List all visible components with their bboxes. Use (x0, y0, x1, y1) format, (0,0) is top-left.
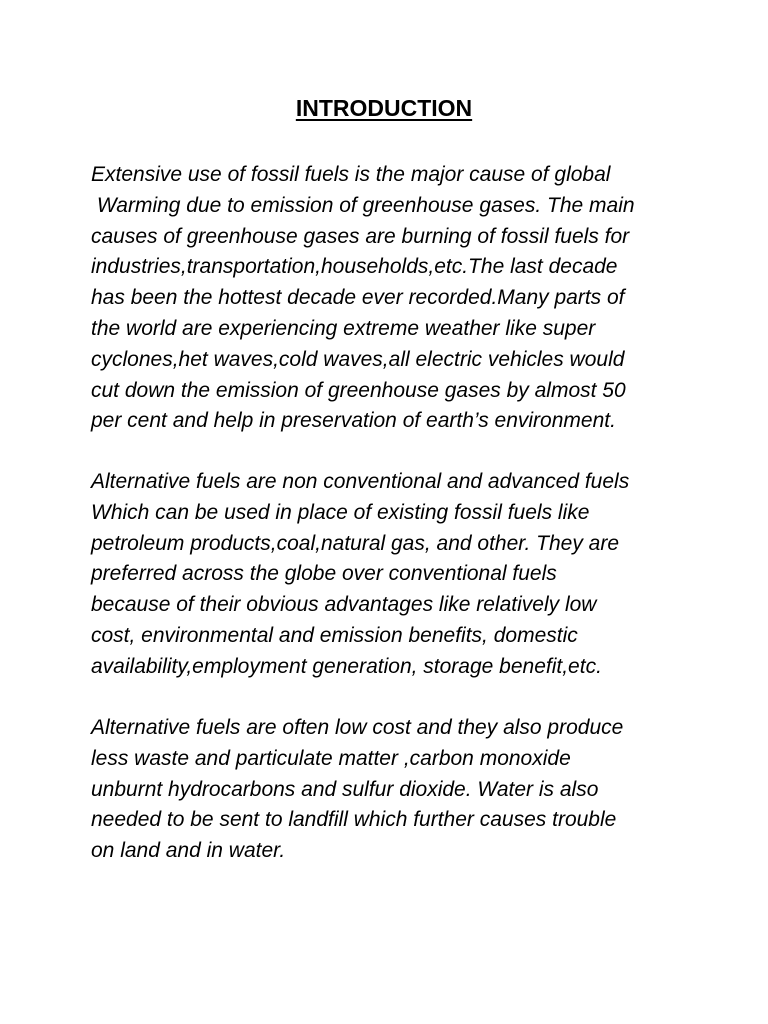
paragraph-line: Alternative fuels are often low cost and they also produce (91, 716, 624, 739)
paragraph-line: cyclones,het waves,cold waves,all electric vehicles would (91, 347, 625, 371)
paragraph-line: the world are experiencing extreme weather like super (91, 316, 596, 340)
paragraph-line: preferred across the globe over conventional fuels (91, 562, 557, 586)
paragraph-line: Which can be used in place of existing fossil fuels like (91, 500, 590, 524)
paragraph-line: Extensive use of fossil fuels is the major cause of global (91, 163, 611, 186)
paragraph-1 (91, 160, 635, 437)
paragraph-line: per cent and help in preservation of earth’s environment. (91, 409, 616, 433)
paragraph-line: unburnt hydrocarbons and sulfur dioxide. Water is also (91, 777, 599, 801)
paragraph-line: petroleum products,coal,natural gas, and other. They are (91, 531, 620, 555)
paragraph-line: needed to be sent to landfill which further causes trouble (91, 808, 617, 832)
paragraph-line: Warming due to emission of greenhouse gases. The main (91, 193, 635, 217)
paragraph-3 (91, 713, 623, 867)
paragraph-line: has been the hottest decade ever recorded.Many parts of (91, 286, 625, 310)
paragraph-line: causes of greenhouse gases are burning of fossil fuels for (91, 224, 630, 248)
paragraph-2 (91, 467, 629, 683)
paragraph-line: because of their obvious advantages like relatively low (91, 593, 597, 617)
paragraph-line: availability,employment generation, storage benefit,etc. (91, 654, 602, 678)
page-title (0, 92, 768, 124)
paragraph-line: cost, environmental and emission benefits, domestic (91, 623, 578, 647)
paragraph-line: on land and in water. (91, 839, 286, 863)
paragraph-line: Alternative fuels are non conventional and advanced fuels (91, 470, 630, 493)
page-title-text: INTRODUCTION (295, 95, 473, 121)
paragraph-line: cut down the emission of greenhouse gases by almost 50 (91, 378, 626, 402)
paragraph-line: less waste and particulate matter ,carbon monoxide (91, 746, 571, 770)
paragraph-line: industries,transportation,households,etc.The last decade (91, 255, 618, 279)
